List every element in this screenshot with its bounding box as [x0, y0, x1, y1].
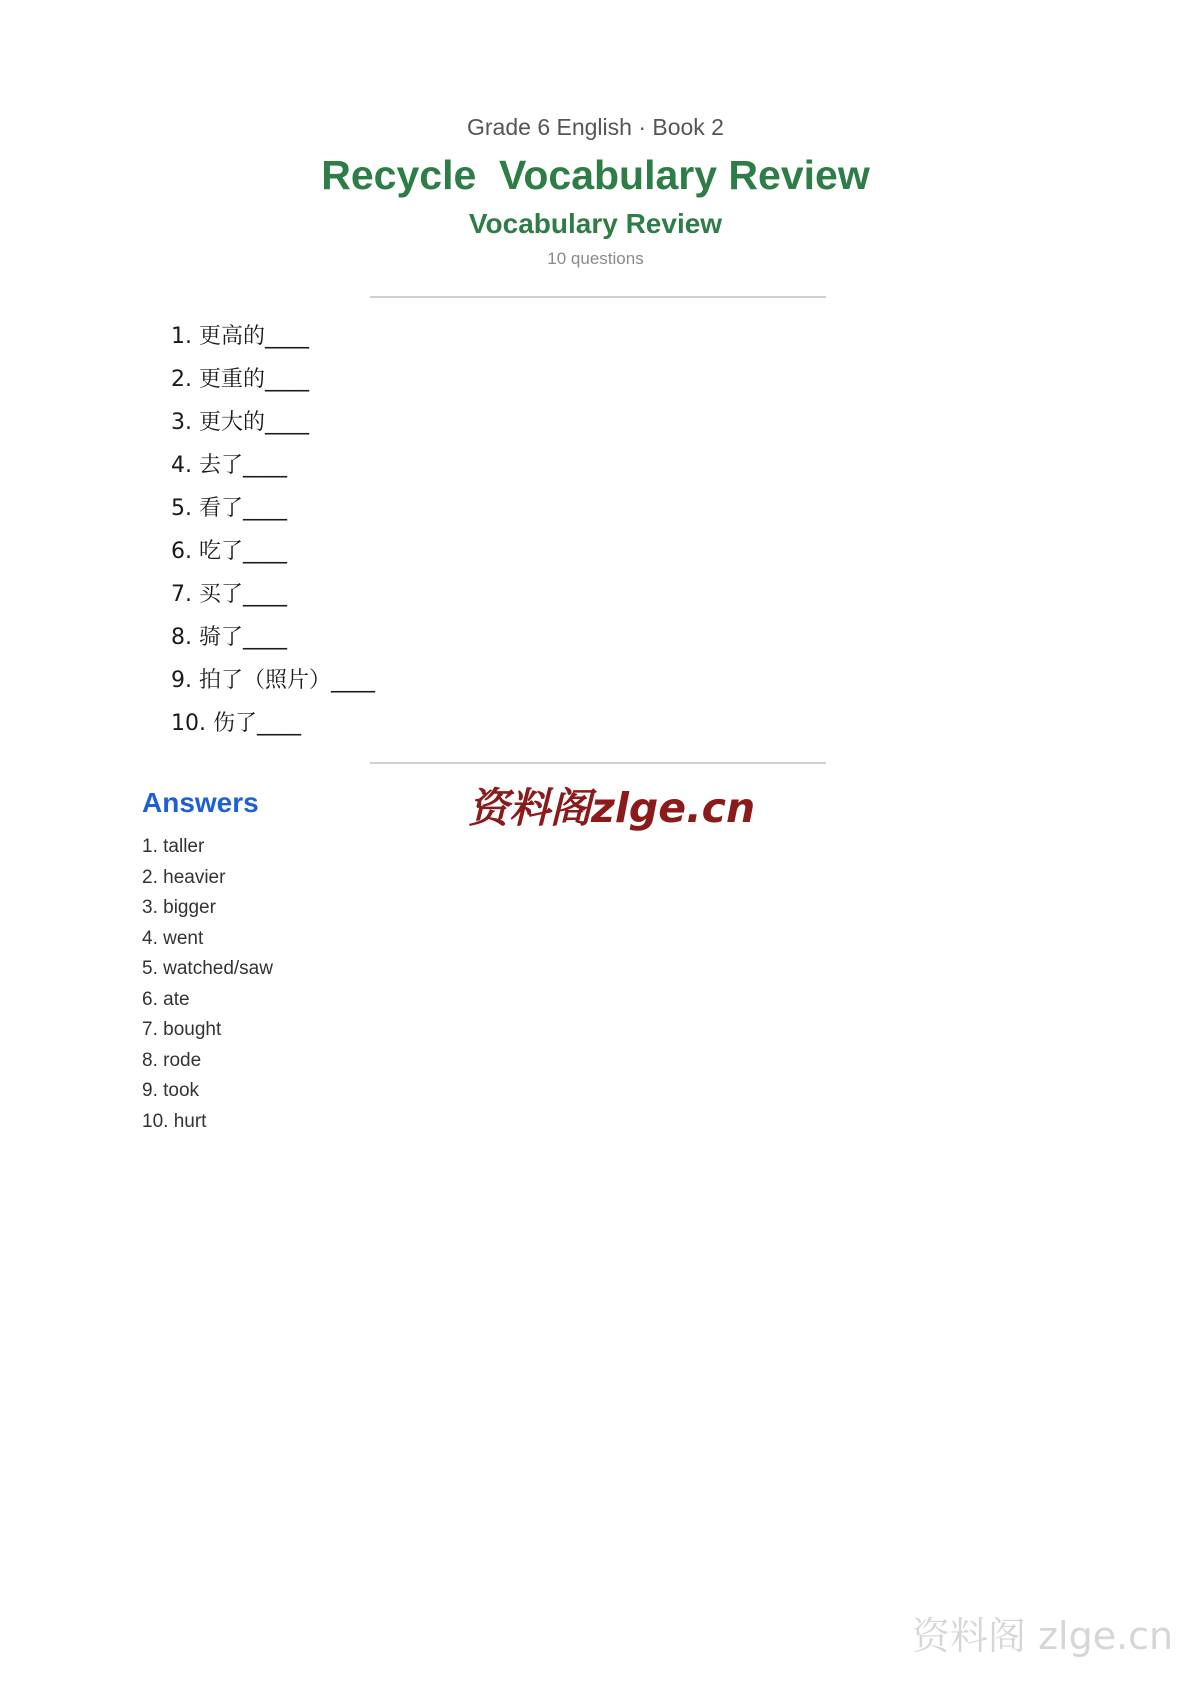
answer-item: 8. rode	[142, 1049, 202, 1071]
answer-item: 1. taller	[142, 836, 205, 857]
question-item: 6. 吃了____	[171, 539, 287, 564]
question-item: 4. 去了____	[171, 453, 287, 478]
answer-item: 4. went	[142, 927, 204, 949]
answer-item: 10. hurt	[142, 1110, 207, 1132]
page-watermark: 资料阁 zlge.cn	[912, 1614, 1174, 1658]
answer-item: 3. bigger	[142, 897, 216, 918]
question-item: 1. 更高的____	[171, 324, 309, 349]
answer-item: 9. took	[142, 1080, 200, 1101]
answers-divider	[370, 762, 826, 764]
page-subtitle: Vocabulary Review	[468, 208, 723, 239]
answer-list	[142, 834, 273, 1139]
question-item: 8. 骑了____	[171, 625, 287, 650]
answer-item: 2. heavier	[142, 866, 226, 888]
top-divider	[370, 296, 826, 298]
answer-item: 6. ate	[142, 988, 190, 1010]
site-stamp: 资料阁zlge.cn	[468, 784, 756, 832]
question-item: 2. 更重的____	[171, 367, 309, 392]
question-item: 9. 拍了（照片）____	[171, 668, 375, 693]
page-title: Recycle Vocabulary Review	[321, 152, 870, 198]
answer-item: 5. watched/saw	[142, 958, 273, 979]
question-item: 3. 更大的____	[171, 410, 309, 435]
question-count: 10 questions	[547, 249, 644, 268]
question-item: 10. 伤了____	[171, 711, 301, 736]
question-list	[171, 319, 375, 749]
answer-item: 7. bought	[142, 1019, 222, 1040]
question-item: 7. 买了____	[171, 582, 287, 607]
course-label: Grade 6 English · Book 2	[467, 114, 724, 140]
question-item: 5. 看了____	[171, 496, 287, 521]
answers-heading: Answers	[142, 787, 259, 818]
